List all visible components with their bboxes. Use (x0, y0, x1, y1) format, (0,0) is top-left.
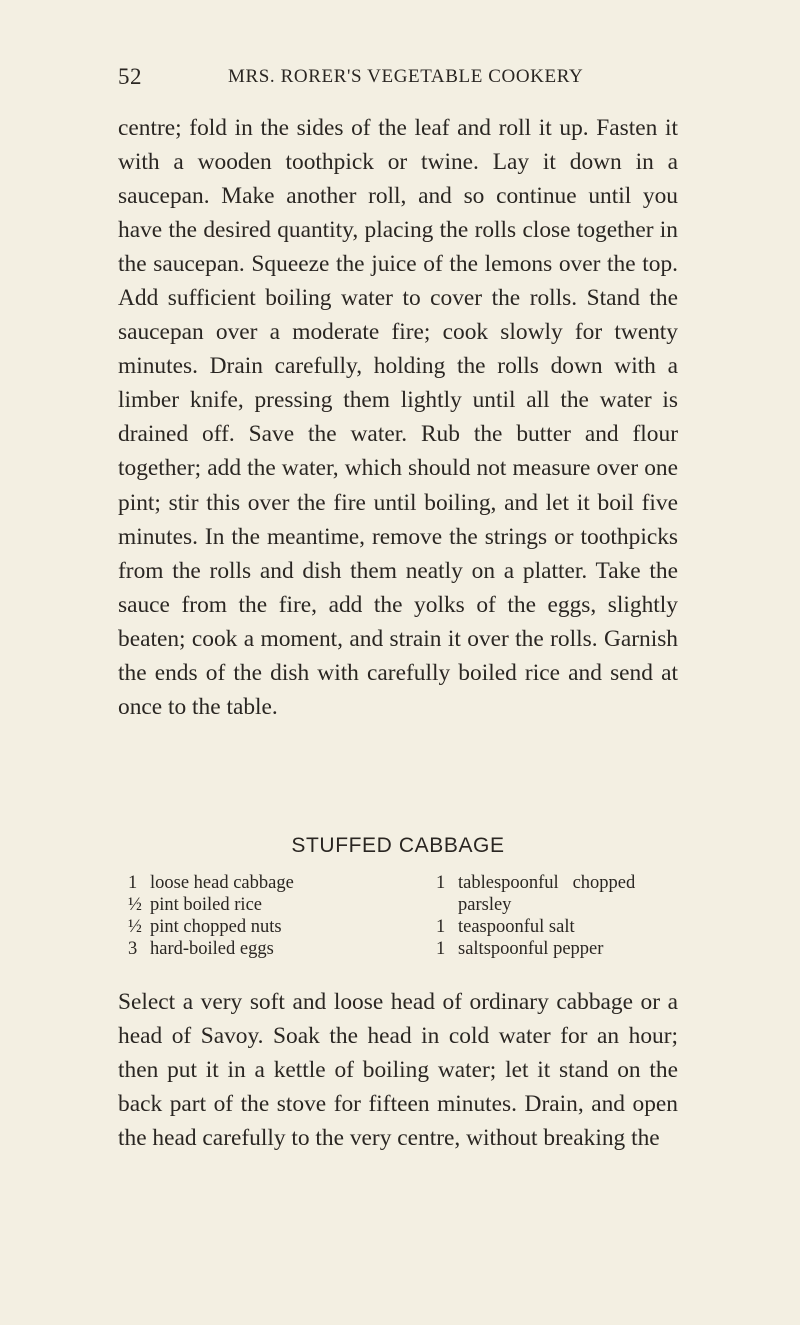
page-number: 52 (118, 64, 142, 89)
page-header (118, 64, 678, 94)
recipe-instructions: Select a very soft and loose head of ordinary cabbage or a head of Savoy. Soak the head in cold water for an hour; then put it in a kettle of boiling water; let it stand on the back part of the stove for fifteen minutes. Drain, and open the head carefully to the very centre, without breaking the (118, 989, 678, 1152)
ingredient-item: ½ pint boiled rice (128, 895, 262, 915)
body-paragraph: centre; fold in the sides of the leaf and roll it up. Fasten it with a wooden toothpick or twine. Lay it down in a saucepan. Make another roll, and so continue until you have the desired quantity, placing the rolls close together in the saucepan. Squeeze the juice of the lemons over the top. Add sufficient boiling water to cover the rolls. Stand the saucepan over a moderate fire; cook slowly for twenty minutes. Drain carefully, holding the rolls down with a limber knife, pressing them lightly until all the water is drained off. Save the water. Rub the butter and flour together; add the water, which should not measure over one pint; stir this over the fire until boiling, and let it boil five minutes. In the meantime, remove the strings or toothpicks from the rolls and dish them neatly on a platter. Take the sauce from the fire, add the yolks of the eggs, slightly beaten; cook a moment, and strain it over the rolls. Garnish the ends of the dish with carefully boiled rice and send at once to the table. (118, 115, 678, 720)
ingredient-item: 1 tablespoonful chopped (436, 873, 636, 893)
running-title: MRS. RORER'S VEGETABLE COOKERY (228, 66, 584, 87)
ingredient-column-right (436, 872, 696, 960)
ingredient-item: 3 hard-boiled eggs (128, 939, 274, 959)
ingredient-item: 1 teaspoonful salt (436, 917, 575, 937)
ingredient-item: ½ pint chopped nuts (128, 917, 282, 937)
recipe-title: STUFFED CABBAGE (291, 834, 505, 857)
ingredient-item: 1 loose head cabbage (128, 873, 294, 893)
ingredient-item: 1 saltspoonful pepper (436, 939, 604, 959)
ingredient-column-left (128, 872, 388, 960)
ingredient-item-continuation: parsley (458, 895, 512, 915)
